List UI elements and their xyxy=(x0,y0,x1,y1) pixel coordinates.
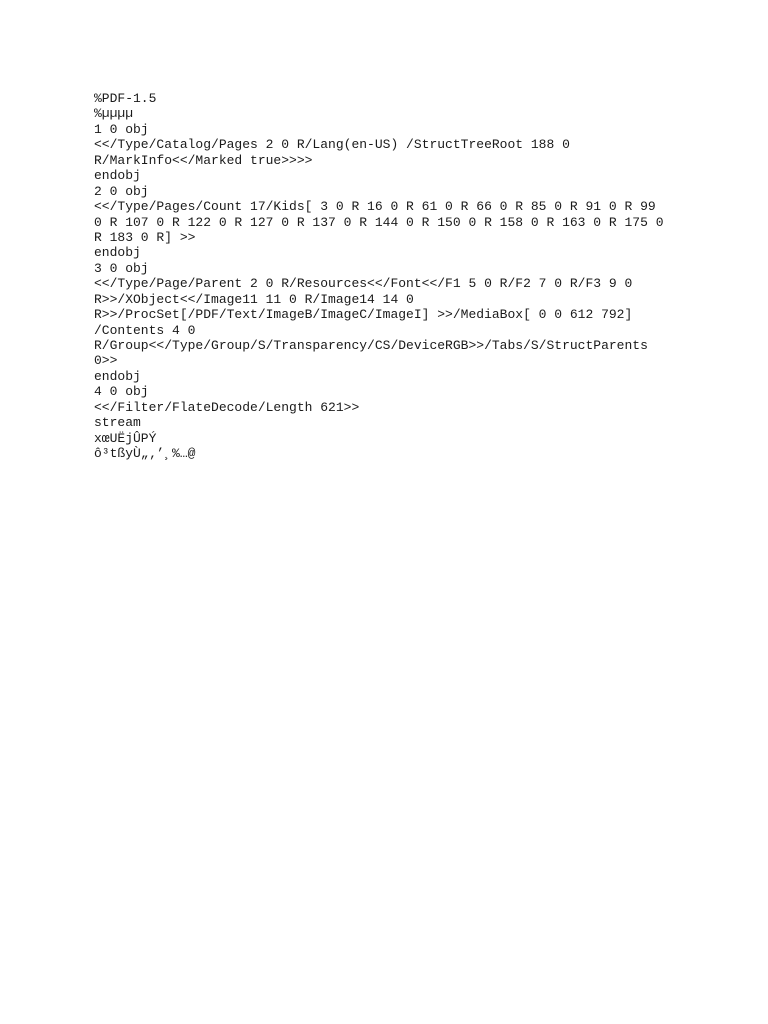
text-line: <</Type/Catalog/Pages 2 0 R/Lang(en-US) /StructTreeRoot 188 0 xyxy=(94,137,570,153)
text-line: <</Type/Pages/Count 17/Kids[ 3 0 R 16 0 R 61 0 R 66 0 R 85 0 R 91 0 R 99 xyxy=(94,199,656,215)
text-line: ô³tßyÙ„‚’¸%…@ xyxy=(94,446,196,462)
text-line: R/MarkInfo<</Marked true>>>> xyxy=(94,152,313,168)
text-line: R>>/ProcSet[/PDF/Text/ImageB/ImageC/ImageI] >>/MediaBox[ 0 0 612 792] xyxy=(94,307,633,323)
text-line: 2 0 obj xyxy=(94,183,149,199)
text-line: R>>/XObject<</Image11 11 0 R/Image14 14 0 xyxy=(94,291,414,307)
text-line: R/Group<</Type/Group/S/Transparency/CS/DeviceRGB>>/Tabs/S/StructParents xyxy=(94,338,648,353)
text-line: <</Filter/FlateDecode/Length 621>> xyxy=(94,399,360,415)
text-line: stream xyxy=(94,415,141,431)
text-line: %PDF-1.5 xyxy=(94,91,157,106)
text-line: R 183 0 R] >> xyxy=(94,229,196,245)
text-line: 4 0 obj xyxy=(94,384,149,400)
text-line: endobj xyxy=(94,368,141,384)
pdf-source-text xyxy=(94,91,694,462)
text-line: endobj xyxy=(94,245,141,261)
text-line: 3 0 obj xyxy=(94,260,149,276)
text-line: <</Type/Page/Parent 2 0 R/Resources<</Font<</F1 5 0 R/F2 7 0 R/F3 9 0 xyxy=(94,276,633,292)
text-line: 1 0 obj xyxy=(94,121,149,137)
text-line: endobj xyxy=(94,168,141,184)
text-line: %µµµµ xyxy=(94,106,134,122)
text-line: 0 R 107 0 R 122 0 R 127 0 R 137 0 R 144 0 R 150 0 R 158 0 R 163 0 R 175 0 xyxy=(94,214,664,230)
text-line: 0>> xyxy=(94,353,118,369)
text-line: /Contents 4 0 xyxy=(94,322,196,338)
text-line: xœUËjÛPÝ xyxy=(94,430,157,446)
